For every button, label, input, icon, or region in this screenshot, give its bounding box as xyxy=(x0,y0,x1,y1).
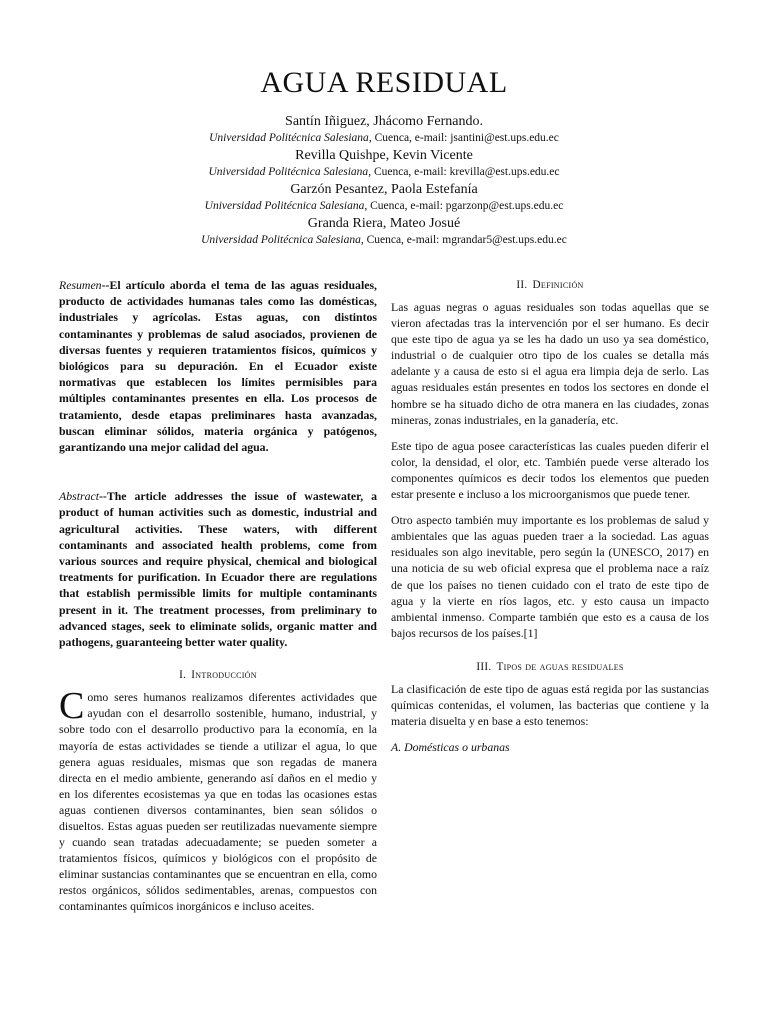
section-heading-definicion xyxy=(391,277,709,293)
author-affiliation xyxy=(0,164,768,181)
subsection-heading: A. Domésticas o urbanas xyxy=(391,740,510,755)
intro-text: omo seres humanos realizamos diferentes actividades que ayudan con el desarrollo sostenible, humano, industrial, y sobre todo con el desarrollo productivo para la economía, en la mayoría de estas actividades se tiende a utilizar el agua, lo que genera aguas residuales, mismas que son regadas de manera directa en el medio ambiente, generando así daños en el medio y en los diferentes ecosistemas ya que en todas las ocasiones estas aguas contienen diversos contaminantes, bien sean sólidos o disueltos. Estas aguas pueden ser reutilizadas nuevamente siempre y cuando sean tratadas adecuadamente; se pueden someter a tratamientos físicos, químicos y biológicos con el propósito de eliminar sustancias contaminantes que se encuentran en ella, como restos orgánicos, sólidos sedimentables, arenas, compuestos con contaminantes químicos inorgánicos e incluso aceites. xyxy=(59,690,377,914)
author-name: Santín Iñiguez, Jhácomo Fernando. xyxy=(285,114,483,129)
right-column xyxy=(391,277,709,755)
author-contact: , Cuenca, e-mail: jsantini@est.ups.edu.ec xyxy=(368,132,559,144)
abstract-label: Abstract xyxy=(59,489,99,504)
author-block xyxy=(0,113,768,249)
section-heading-tipos xyxy=(391,659,709,675)
drop-cap: C xyxy=(59,685,85,728)
author-affiliation xyxy=(0,130,768,147)
author-affiliation xyxy=(0,198,768,215)
author-name: Revilla Quishpe, Kevin Vicente xyxy=(295,148,473,163)
author-contact: , Cuenca, e-mail: krevilla@est.ups.edu.ec xyxy=(368,166,560,178)
abstract-text: --The article addresses the issue of wastewater, a product of human activities such as domestic, industrial and agricultural activities. These waters, with different contaminants and associated health problems, come from various sources and require physical, chemical and biological treatments for purification. In Ecuador there are regulations that establish permissible limits for multiple contaminants present in it. The treatment processes, from preliminary to advanced stages, seek to eliminate solids, organic matter and pathogens, guaranteeing better water quality. xyxy=(59,489,377,650)
definicion-paragraph: Este tipo de agua posee características las cuales pueden diferir el color, la densidad, el olor, etc. También puede verse alterado los componentes químicos es decir todos los elementos que pueden estar presente e incluso a los microorganismos que puede tener. xyxy=(391,438,709,502)
intro-paragraph xyxy=(59,685,377,914)
definicion-paragraph: Otro aspecto también muy importante es los problemas de salud y ambientales que las aguas pueden traer a la sociedad. Las aguas residuales son algo inevitable, pero según la (UNESCO, 2017) en una noticia de su web oficial expresa que el problema nace a raíz de que los países no tienen cuidado con el trato de este tipo de agua y la vierte en ríos lagos, etc. y esto causa un impacto ambiental inmenso. Comparte también que esto es a causa de los bajos recursos de los países.[1] xyxy=(391,513,709,640)
tipos-paragraph: La clasificación de este tipo de aguas está regida por las sustancias químicas contenidas, el volumen, las bacterias que contiene y la materia disuelta y en base a esto tenemos: xyxy=(391,681,709,729)
author-name: Granda Riera, Mateo Josué xyxy=(307,216,461,231)
section-title: Tipos de aguas residuales xyxy=(496,660,624,673)
section-number: II. xyxy=(516,279,528,291)
resumen-paragraph xyxy=(59,277,377,455)
author-affiliation xyxy=(0,232,768,249)
section-number: I. xyxy=(179,669,187,682)
section-number: III. xyxy=(476,660,492,673)
section-heading-introduccion xyxy=(59,667,377,683)
author-university: Universidad Politécnica Salesiana xyxy=(201,234,361,246)
left-column xyxy=(59,277,377,915)
resumen-label: Resumen xyxy=(59,278,102,292)
author-contact: , Cuenca, e-mail: pgarzonp@est.ups.edu.ec xyxy=(364,200,564,212)
section-title: Definición xyxy=(532,279,584,291)
definicion-paragraph: Las aguas negras o aguas residuales son todas aquellas que se vieron afectadas tras la intervención por el ser humano. Es decir que este tipo de agua ya se les ha dado un uso ya sea doméstico, industrial o de cualquier otro tipo de los cuales se detalla más adelante y a causa de esto si el agua era limpia deja de serlo. Las aguas residuales están presentes en todos los sectores en donde el hombre se ha situado dicho de otra manera en las ciudades, zonas mineras, zonas industriales, en la ganadería, etc. xyxy=(391,300,709,427)
author-name: Garzón Pesantez, Paola Estefanía xyxy=(290,182,478,197)
paper-title: AGUA RESIDUAL xyxy=(260,66,508,99)
abstract-paragraph xyxy=(59,488,377,650)
resumen-text: --El artículo aborda el tema de las aguas residuales, producto de actividades humanas tales como las domésticas, industriales y agrícolas. Estas aguas, con distintos contaminantes y problemas de salud asociados, provienen de diversas fuentes y requieren tratamientos físicos, químicos y biológicos para su depuración. En el Ecuador existe normativas que establecen los límites permisibles para múltiples contaminantes presentes en ella. Los procesos de tratamiento, desde etapas preliminares hasta avanzadas, buscan eliminar sólidos, materia orgánica y patógenos, garantizando una mejor calidad del agua. xyxy=(59,278,377,455)
section-title: Introducción xyxy=(191,669,257,682)
author-contact: , Cuenca, e-mail: mgrandar5@est.ups.edu.ec xyxy=(360,234,567,246)
author-university: Universidad Politécnica Salesiana xyxy=(209,132,369,144)
author-university: Universidad Politécnica Salesiana xyxy=(208,166,369,178)
author-university: Universidad Politécnica Salesiana xyxy=(204,200,365,212)
